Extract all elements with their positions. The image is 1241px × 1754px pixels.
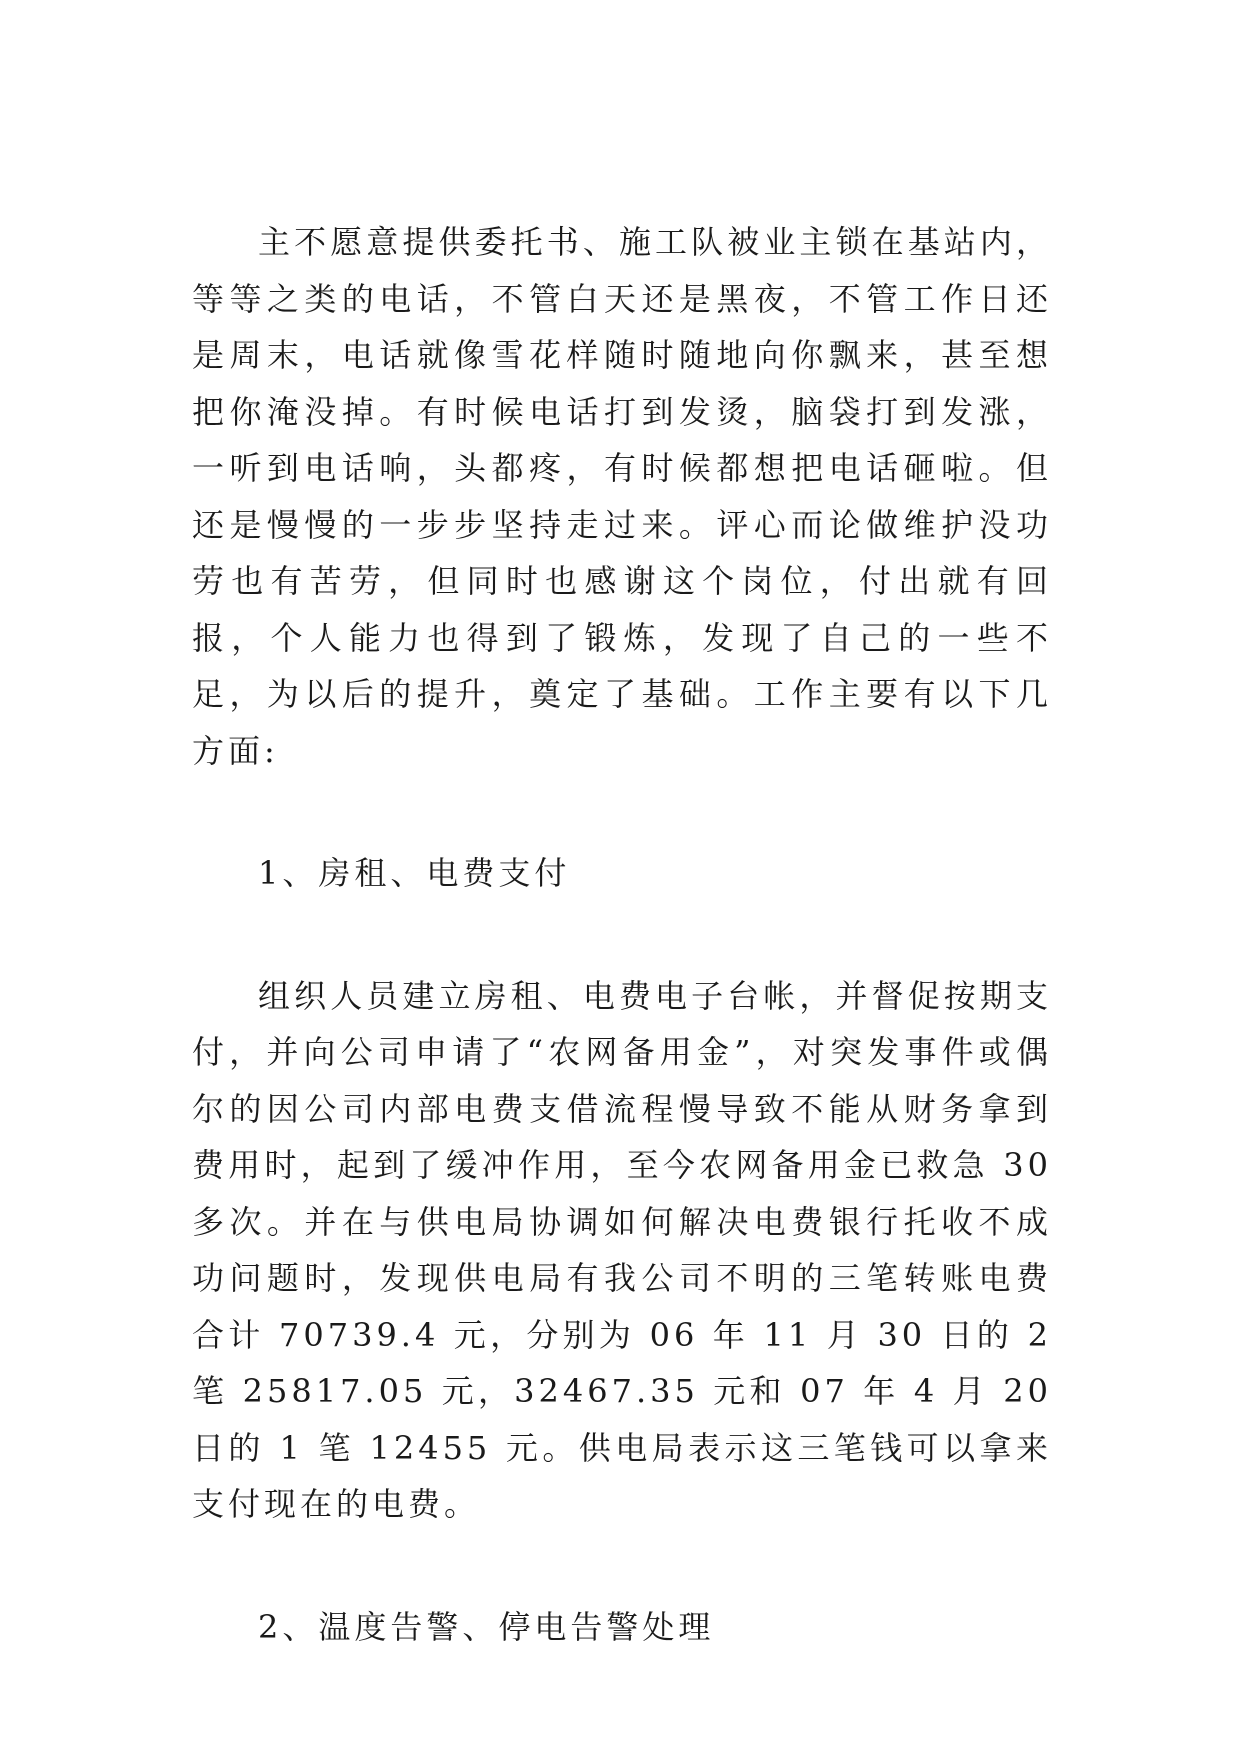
paragraph-rent-electricity: 组织人员建立房租、电费电子台帐，并督促按期支付，并向公司申请了“农网备用金”，对突发事件或偶尔的因公司内部电费支借流程慢导致不能从财务拿到费用时，起到了缓冲作用，至今农网备用金已救急 30 多次。并在与供电局协调如何解决电费银行托收不成功问题时，发现供电局有我公司不明的三笔转账电费合计 70739.4 元，分别为 06 年 11 月 30 日的 2 笔 25817.05 元，32467.35 元和 07 年 4 月 20 日的 1 笔 12455 元。供电局表示这三笔钱可以拿来支付现在的电费。 xyxy=(192,976,1052,1523)
paragraph-gap xyxy=(192,779,1052,845)
document-body xyxy=(192,214,1052,1655)
paragraph-gap xyxy=(192,902,1052,968)
section-heading-alarm-handling: 2、温度告警、停电告警处理 xyxy=(258,1607,715,1646)
paragraph-continuation: 主不愿意提供委托书、施工队被业主锁在基站内，等等之类的电话，不管白天还是黑夜，不管工作日还是周末，电话就像雪花样随时随地向你飘来，甚至想把你淹没掉。有时候电话打到发烫，脑袋打到发涨，一听到电话响，头都疼，有时候都想把电话砸啦。但还是慢慢的一步步坚持走过来。评心而论做维护没功劳也有苦劳，但同时也感谢这个岗位，付出就有回报，个人能力也得到了锻炼，发现了自己的一些不足，为以后的提升，奠定了基础。工作主要有以下几方面: xyxy=(192,223,1052,770)
paragraph-gap xyxy=(192,1533,1052,1599)
section-heading-rent-electricity: 1、房租、电费支付 xyxy=(258,854,571,892)
